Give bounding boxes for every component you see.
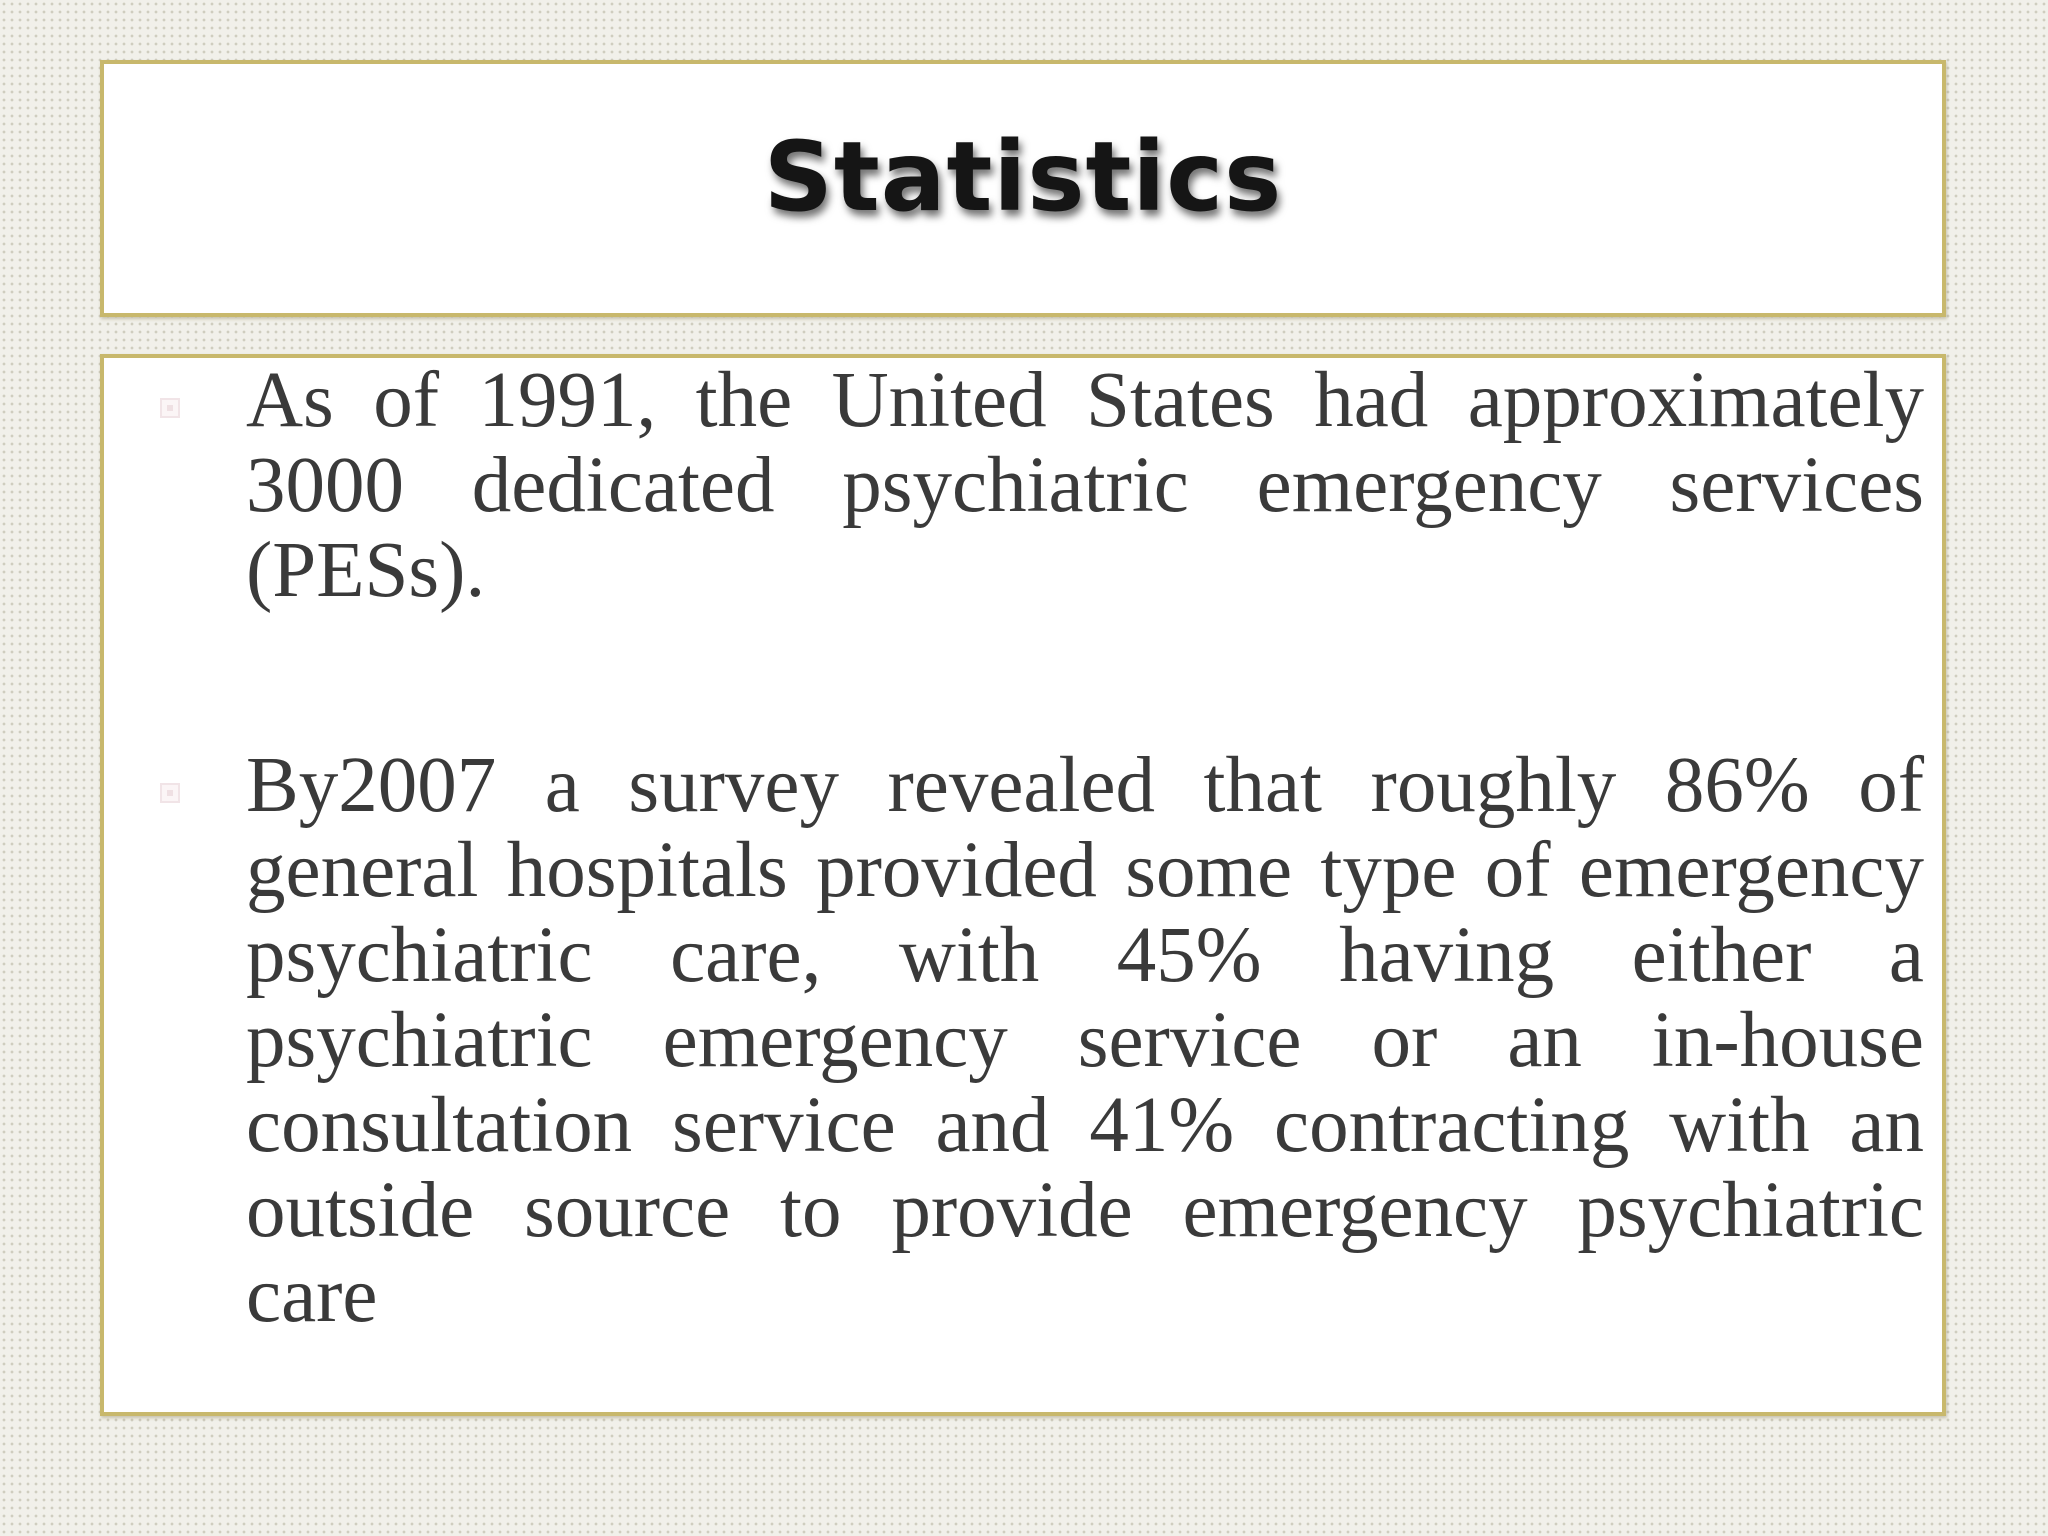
bullet-item-1 [246,358,1924,613]
title-panel [100,60,1946,317]
bullet-text-1: As of 1991, the United States had approximately 3000 dedicated psychiatric emergency services (PESs). [246,357,1924,614]
content-panel [100,354,1946,1416]
bullet-text-2: By2007 a survey revealed that roughly 86% of general hospitals provided some type of emergency psychiatric care, with 45% having either a psychiatric emergency service or an in-house consultation service and 41% contracting with an outside source to provide emergency psychiatric care [246,742,1924,1339]
slide-title: Statistics [763,120,1283,233]
square-bullet-icon [160,398,180,418]
bullet-item-2 [246,743,1924,1338]
square-bullet-icon [160,783,180,803]
